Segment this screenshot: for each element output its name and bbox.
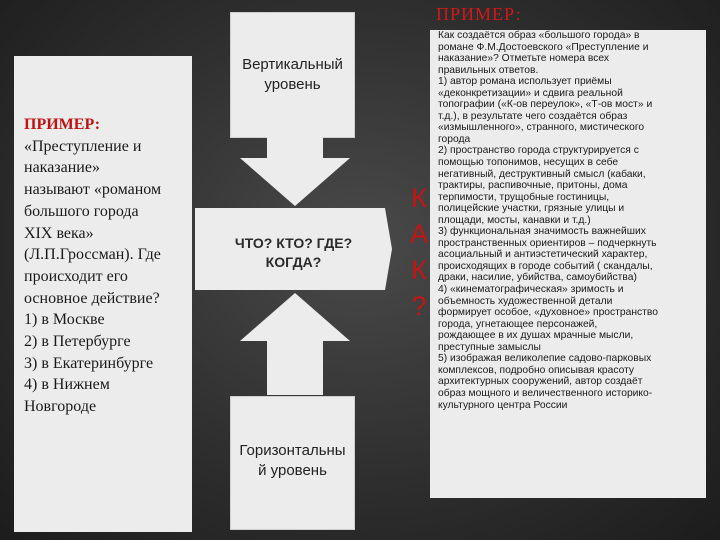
text-line: города, угнетающее персонажей,	[438, 318, 598, 330]
question-line: большого города	[24, 202, 139, 220]
text-line: образ мощного и величественного историко-	[438, 387, 653, 399]
kak-letter: А	[409, 219, 428, 249]
vertical-level-box	[230, 12, 355, 138]
kak-letter: ?	[411, 291, 427, 321]
text-line: терпимости, трущобные гостиницы,	[438, 191, 610, 203]
question-line: основное действие?	[24, 289, 160, 307]
answer-option: 4) в Нижнем	[24, 376, 110, 394]
question-line: называют «романом	[24, 181, 162, 199]
text-line: площади, мосты, канавки и т.д.)	[438, 214, 591, 226]
text-line: рождающее в их душах мрачные мысли,	[438, 330, 634, 342]
example-label: ПРИМЕР:	[24, 116, 101, 133]
up-arrow-icon	[240, 293, 350, 395]
vertical-level-label: Вертикальный уровень	[242, 56, 343, 93]
text-line: романе Ф.М.Достоевского «Преступление и	[438, 41, 649, 53]
text-line: города	[438, 133, 471, 145]
answer-option: 3) в Екатеринбурге	[24, 354, 154, 372]
text-line: архитектурных сооружений, автор создаёт	[438, 376, 643, 388]
text-line: 5) изображая великолепие садово-парковых	[438, 353, 652, 365]
center-question-label: ЧТО? КТО? ГДЕ? КОГДА?	[234, 235, 353, 270]
answer-option: 1) в Москве	[24, 311, 105, 329]
question-line: происходит его	[24, 267, 128, 285]
center-question-arrow	[195, 208, 392, 290]
text-line: культурного центра России	[438, 399, 568, 411]
text-line: 4) «кинематографическая» зримость и	[438, 284, 624, 296]
question-line: «Преступление и	[24, 137, 142, 155]
text-line: преступные замыслы	[438, 341, 541, 353]
question-line: наказание»	[24, 159, 100, 177]
down-arrow-icon	[240, 136, 350, 206]
text-line: Как создаётся образ «большого города» в	[438, 30, 640, 41]
answer-option: Новгороде	[24, 398, 97, 416]
kak-letter: К	[411, 183, 427, 213]
text-line: «измышленного», странного, мистического	[438, 122, 645, 134]
text-line: правильных ответов.	[438, 64, 539, 76]
example-question-panel	[14, 56, 192, 532]
text-line: 2) пространство города структурируется с	[438, 145, 639, 157]
text-line: формирует особое, «духовное» пространство	[438, 307, 658, 319]
question-line: XIX века»	[24, 224, 94, 242]
text-line: происходящих в городе событий ( скандалы,	[438, 260, 653, 272]
text-line: комплексов, подробно описывая красоту	[438, 364, 635, 376]
text-line: асоциальный и антиэстетический характер,	[438, 249, 648, 261]
text-line: наказание»? Отметьте номера всех	[438, 53, 610, 65]
text-line: объемность художественной детали	[438, 295, 613, 307]
text-line: трактиры, распивочные, притоны, дома	[438, 180, 628, 192]
horizontal-level-box	[230, 396, 355, 530]
horizontal-level-label: Горизонтальны й уровень	[239, 442, 346, 479]
text-line: полицейские участки, грязные улицы и	[438, 203, 625, 215]
text-line: драки, насилие, убийства, самоубийства)	[438, 272, 637, 284]
text-line: «деконкретизации» и сдвига реальной	[438, 87, 623, 99]
text-line: пространственных ориентиров – подчеркнуть	[438, 237, 657, 249]
text-line: помощью топонимов, несущих в себе	[438, 157, 619, 169]
question-line: (Л.П.Гроссман). Где	[24, 246, 161, 264]
answer-option: 2) в Петербурге	[24, 333, 131, 351]
kak-letter: К	[411, 255, 427, 285]
detailed-question-panel	[430, 30, 706, 498]
page-title: ПРИМЕР:	[436, 4, 522, 24]
text-line: 1) автор романа использует приёмы	[438, 76, 612, 88]
text-line: негативный, деструктивный смысл (кабаки,	[438, 168, 646, 180]
text-line: 3) функциональная значимость важнейших	[438, 226, 646, 238]
text-line: т.д.), в результате чего создаётся образ	[438, 110, 628, 122]
text-line: топографии («К-ов переулок», «Т-ов мост» и	[438, 99, 653, 111]
